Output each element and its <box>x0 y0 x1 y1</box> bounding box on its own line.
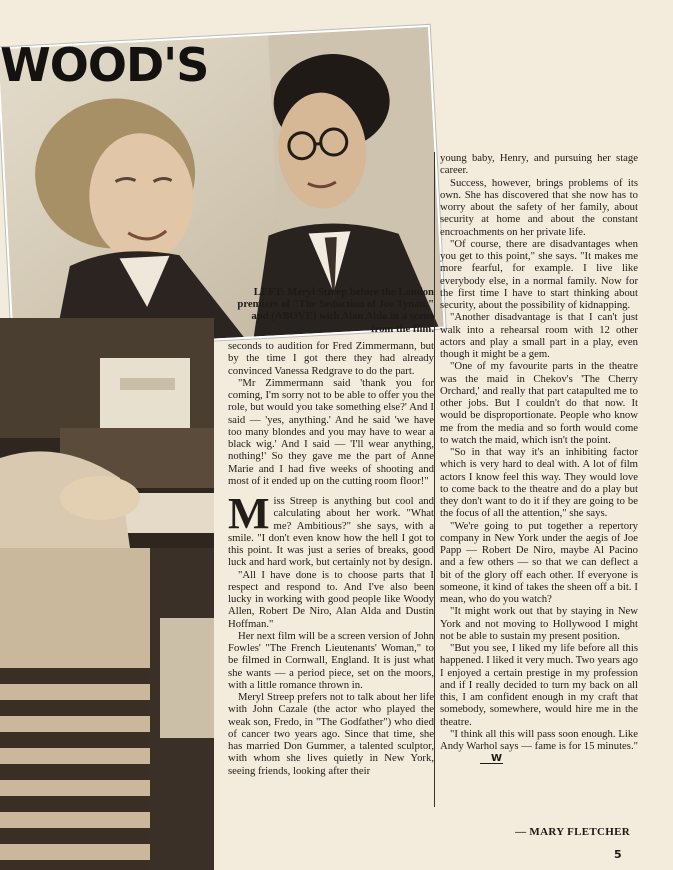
closing-quote: "I think all this will pass soon enough. Like Andy Warhol says — fame is for 15 minutes." <box>440 727 638 752</box>
article-paragraph: "So in that way it's an inhibiting factor which is very hard to deal with. A lot of film actors I know feel this way. They would love to come back to the theatre and do a play but they don't want to do it if they are going to be the focus of all the attention," she says. <box>440 446 638 520</box>
article-paragraph: "Another disadvantage is that I can't just walk into a rehearsal room with 12 other actors and play a small part in a play, even though it might be a gem. <box>440 311 638 360</box>
article-paragraph: Success, however, brings problems of its own. She has discovered that she now has to worry about the safety of her family, about security at home and about the constant encroachments on her private life. <box>440 176 638 238</box>
photo-streep-premiere-image <box>0 318 214 870</box>
end-mark: W <box>480 754 503 764</box>
photo-streep-premiere <box>0 318 214 870</box>
article-paragraph-last <box>440 728 638 765</box>
article-column-middle <box>228 340 434 777</box>
article-paragraph: "But you see, I liked my life before all this happened. I liked it very much. Two years ago I enjoyed a certain prestige in my profession and if I really decided to turn my back on all this, I am confident enough in my craft that somebody, somewhere, would hire me in the theatre. <box>440 642 638 728</box>
drop-cap-letter: M <box>228 489 270 538</box>
column-rule <box>434 152 435 807</box>
dropcap-paragraph-text: iss Streep is anything but cool and calculating about her work. "What me? Ambitious?" she says, with a smile. "I don't even know how the hell I got to this point. It was just a series of breaks, good luck and hard work, but certainly not by design. <box>228 495 434 569</box>
article-paragraph: "Mr Zimmermann said 'thank you for coming, I'm sorry not to be able to offer you the role, but would you take something else?' And I said — 'yes, anything.' And he said 'we have too many blondes and you may have to wear a black wig.' And I said — 'I'll wear anything, nothing!' So they gave me the part of Anne Marie and I had five weeks of shooting and most of it ended up on the cutting room floor!" <box>228 376 434 487</box>
article-paragraph-dropcap <box>228 489 434 569</box>
page-number: 5 <box>614 848 622 861</box>
article-paragraph: seconds to audition for Fred Zimmermann, but by the time I got there they had already convinced Vanessa Redgrave to do the part. <box>228 340 434 377</box>
article-paragraph: young baby, Henry, and pursuing her stage career. <box>440 152 638 177</box>
headline: WOOD'S <box>0 38 209 92</box>
article-paragraph: "It might work out that by staying in New York and not moving to Hollywood I might not be able to sustain my present position. <box>440 605 638 642</box>
article-paragraph: "All I have done is to choose parts that I respect and respond to. And I've also been lucky in working with good people like Woody Allen, Robert De Niro, Alan Alda and Dustin Hoffman." <box>228 568 434 630</box>
article-column-right <box>440 152 638 765</box>
article-paragraph: Her next film will be a screen version of John Fowles' "The French Lieutenants' Woman," to be filmed in Cornwall, England. It is just what she wants — a period piece, set on the moors, with a little romance thrown in. <box>228 629 434 691</box>
photo-caption: LEFT: Meryl Streep before the London premiere of "The Seduction of Joe Tynan," and (ABOVE) with Alan Alda in a scene from the film. <box>237 286 434 335</box>
article-paragraph: "Of course, there are disadvantages when you get to this point," she says. "It makes me more fearful, for example. I live like everybody else, in a normal family. Now for the first time I have to start thinking about security, about the possibility of kidnapping. <box>440 237 638 311</box>
article-paragraph: Meryl Streep prefers not to talk about her life with John Cazale (the actor who played the weak son, Fredo, in "The Godfather") who died of cancer two years ago. Since that time, she has married Don Gummer, a talented sculptor, with whom she lives quietly in New York, seeing friends, looking after their <box>228 691 434 777</box>
article-paragraph: "We're going to put together a repertory company in New York under the aegis of Joe Papp — Robert De Niro, maybe Al Pacino and a few others — so that we can deflect a bit of the glory off each other. If everyone is someone, it kind of takes the sheen off a bit. I mean, who do you watch? <box>440 519 638 605</box>
article-paragraph: "One of my favourite parts in the theatre was the maid in Chekov's 'The Cherry Orchard,' and really that part catapulted me to other jobs. But I couldn't do that now. It would be disproportionate. People who know me from the media and so forth would come to watch the maid, which isn't the point. <box>440 360 638 446</box>
byline: — MARY FLETCHER <box>515 826 630 838</box>
